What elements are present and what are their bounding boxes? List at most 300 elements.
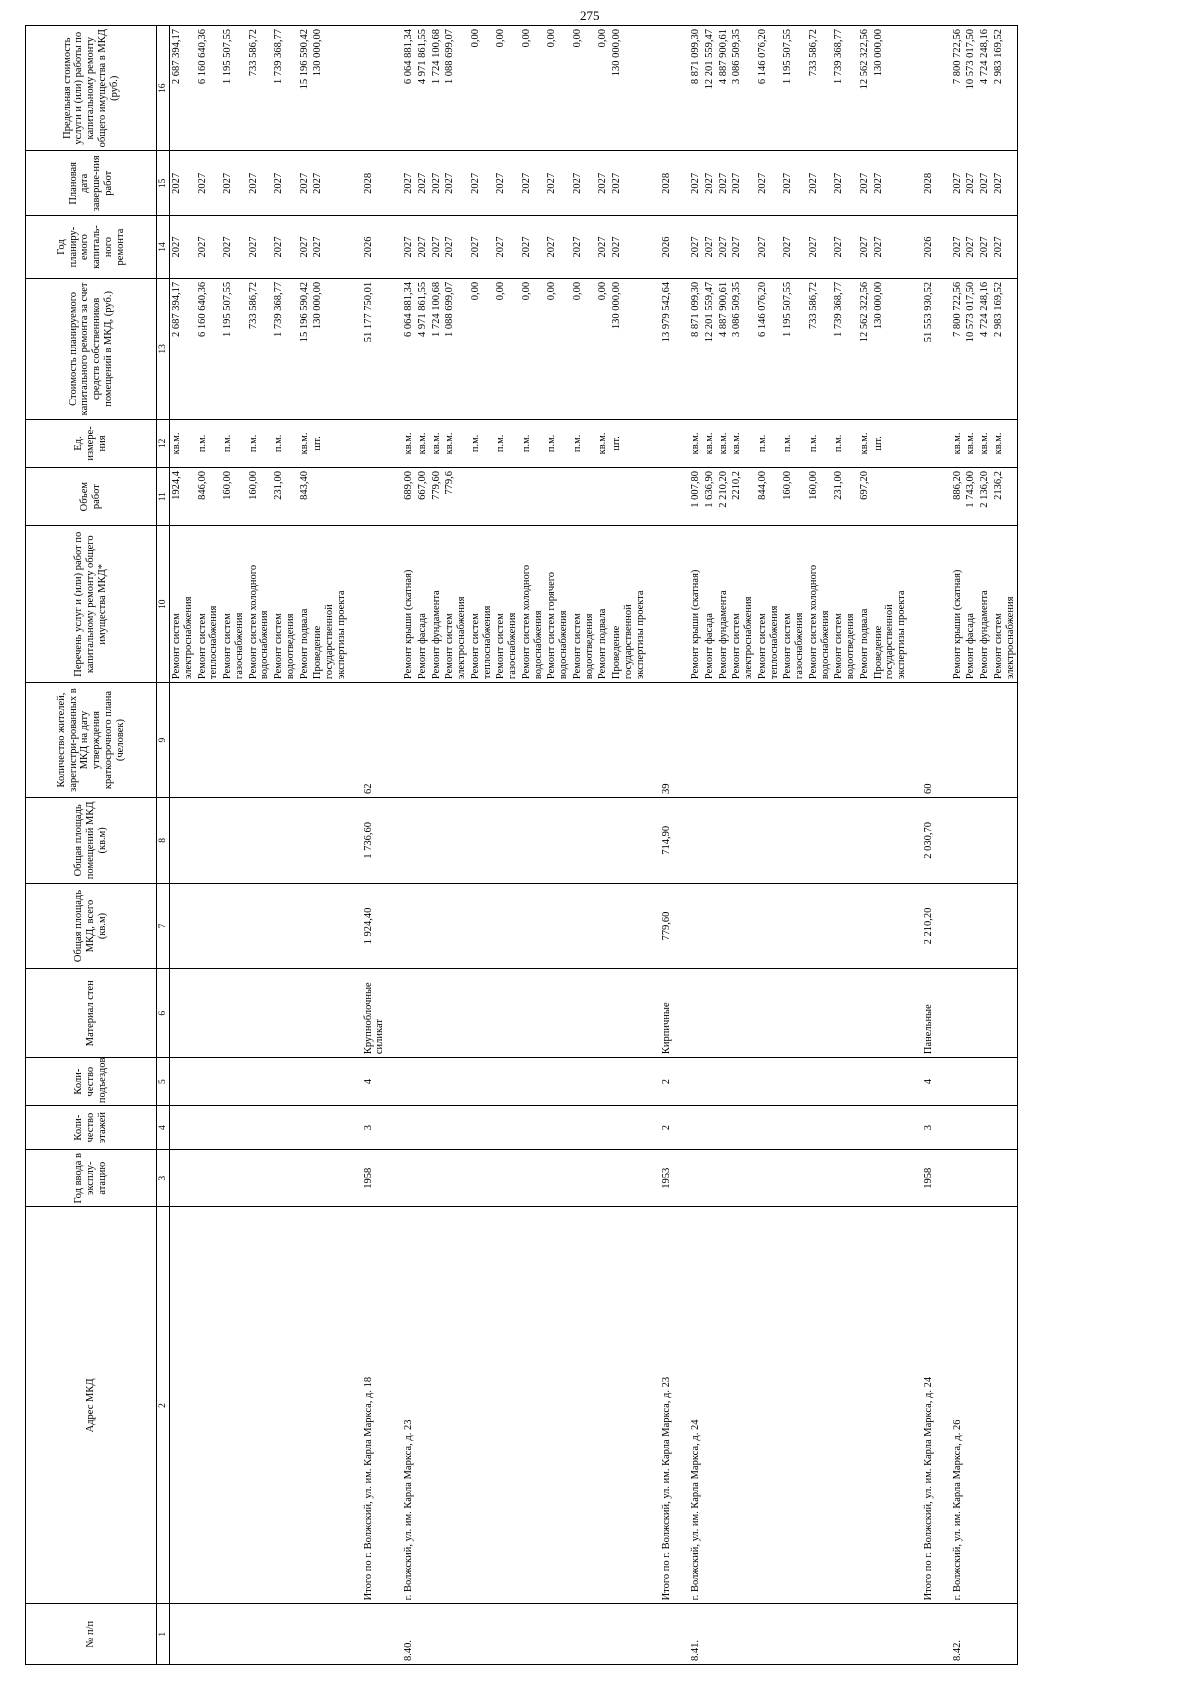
empty-cell: [596, 1150, 610, 1207]
work-volume: 2 210,20: [717, 467, 731, 525]
work-cost: 130 000,00: [872, 278, 909, 419]
work-cost: 0,00: [520, 278, 546, 419]
empty-cell: [311, 798, 348, 884]
work-name: Ремонт систем холодного водоснабжения: [807, 526, 833, 683]
work-year: 2027: [936, 216, 965, 279]
empty-cell: [571, 1106, 597, 1150]
rooms-area: 1 736,60: [349, 798, 388, 884]
work-name: Ремонт систем теплоснабжения: [469, 526, 495, 683]
empty-cell: [571, 1207, 597, 1604]
work-row: [221, 26, 247, 1665]
empty-cell: [349, 419, 388, 467]
empty-cell: [387, 683, 416, 798]
work-end-date: 2027: [964, 151, 978, 216]
empty-cell: [170, 883, 196, 969]
work-limit-cost: 6 146 076,20: [756, 26, 782, 151]
work-cost: 0,00: [545, 278, 571, 419]
empty-cell: [520, 1604, 546, 1665]
column-number: 6: [157, 969, 170, 1058]
work-unit: п.м.: [494, 419, 520, 467]
work-volume: 1 636,90: [703, 467, 717, 525]
empty-cell: [964, 1106, 978, 1150]
empty-cell: [247, 1207, 273, 1604]
address: г. Волжский, ул. им. Карла Маркса, д. 24: [674, 1207, 703, 1604]
empty-cell: [807, 969, 833, 1058]
work-row: [781, 26, 807, 1665]
work-cost: 7 800 722,56: [936, 278, 965, 419]
empty-cell: [858, 1058, 872, 1106]
empty-cell: [247, 798, 273, 884]
work-name: Ремонт систем водоотведения: [571, 526, 597, 683]
column-header: Предельная стоимость услуги и (или) работы по капитальному ремонту общего имущества в МКД (руб.): [26, 26, 157, 151]
empty-cell: [936, 1150, 965, 1207]
empty-cell: [674, 1106, 703, 1150]
empty-cell: [596, 1058, 610, 1106]
work-row: [858, 26, 872, 1665]
column-number: 15: [157, 151, 170, 216]
empty-cell: [647, 467, 674, 525]
empty-cell: [443, 969, 469, 1058]
row-number: 8.41.: [674, 1604, 703, 1665]
empty-cell: [272, 1106, 298, 1150]
empty-cell: [596, 1106, 610, 1150]
empty-cell: [674, 1150, 703, 1207]
work-end-date: 2027: [416, 151, 430, 216]
empty-cell: [416, 1150, 430, 1207]
work-year: 2027: [964, 216, 978, 279]
table-body: [170, 26, 1018, 1665]
empty-cell: [978, 1604, 992, 1665]
work-limit-cost: 10 573 017,50: [964, 26, 978, 151]
work-volume: 231,00: [272, 467, 298, 525]
empty-cell: [170, 1150, 196, 1207]
work-name: Ремонт систем теплоснабжения: [196, 526, 222, 683]
work-end-date: 2027: [387, 151, 416, 216]
empty-cell: [494, 1150, 520, 1207]
work-limit-cost: 0,00: [596, 26, 610, 151]
empty-cell: [610, 969, 647, 1058]
work-name: Ремонт систем электроснабжения: [992, 526, 1018, 683]
empty-cell: [311, 1604, 348, 1665]
empty-cell: [781, 683, 807, 798]
empty-cell: [964, 1604, 978, 1665]
empty-cell: [703, 683, 717, 798]
empty-cell: [221, 1106, 247, 1150]
work-name: Ремонт фундамента: [430, 526, 444, 683]
work-end-date: 2027: [858, 151, 872, 216]
empty-cell: [596, 1207, 610, 1604]
wall-material: Панельные: [909, 969, 936, 1058]
total-cost: 51 553 930,52: [909, 278, 936, 419]
empty-cell: [992, 1106, 1018, 1150]
work-row: [298, 26, 312, 1665]
empty-cell: [647, 26, 674, 151]
empty-cell: [520, 883, 546, 969]
empty-cell: [781, 1207, 807, 1604]
empty-cell: [647, 526, 674, 683]
empty-cell: [978, 683, 992, 798]
empty-cell: [545, 1150, 571, 1207]
empty-cell: [610, 1058, 647, 1106]
work-name: Ремонт систем водоотведения: [272, 526, 298, 683]
work-row: [807, 26, 833, 1665]
empty-cell: [781, 883, 807, 969]
column-number: 12: [157, 419, 170, 467]
work-row: [756, 26, 782, 1665]
work-name: Ремонт систем электроснабжения: [170, 526, 196, 683]
empty-cell: [909, 26, 936, 151]
work-year: 2027: [311, 216, 348, 279]
empty-cell: [272, 798, 298, 884]
empty-cell: [430, 969, 444, 1058]
work-name: Ремонт систем электроснабжения: [730, 526, 756, 683]
work-name: Ремонт систем теплоснабжения: [756, 526, 782, 683]
empty-cell: [703, 969, 717, 1058]
empty-cell: [858, 969, 872, 1058]
empty-cell: [469, 1150, 495, 1207]
empty-cell: [196, 1058, 222, 1106]
work-unit: п.м.: [247, 419, 273, 467]
work-cost: 6 146 076,20: [756, 278, 782, 419]
empty-cell: [674, 683, 703, 798]
empty-cell: [430, 1207, 444, 1604]
residents: 39: [647, 683, 674, 798]
empty-cell: [545, 1058, 571, 1106]
empty-cell: [416, 1207, 430, 1604]
empty-cell: [416, 798, 430, 884]
empty-cell: [387, 1058, 416, 1106]
column-number: 9: [157, 683, 170, 798]
empty-cell: [494, 969, 520, 1058]
empty-cell: [416, 1604, 430, 1665]
work-cost: 4 971 861,55: [416, 278, 430, 419]
work-year: 2027: [872, 216, 909, 279]
work-cost: 130 000,00: [311, 278, 348, 419]
work-limit-cost: 0,00: [571, 26, 597, 151]
work-year: 2027: [730, 216, 756, 279]
work-cost: 1 195 507,55: [221, 278, 247, 419]
empty-cell: [703, 1207, 717, 1604]
column-header: Плановая дата заверше-ния работ: [26, 151, 157, 216]
work-cost: 0,00: [571, 278, 597, 419]
empty-cell: [872, 1106, 909, 1150]
empty-cell: [196, 798, 222, 884]
work-row: [610, 26, 647, 1665]
empty-cell: [717, 1207, 731, 1604]
work-end-date: 2027: [520, 151, 546, 216]
work-row: [443, 26, 469, 1665]
empty-cell: [416, 683, 430, 798]
column-number: 11: [157, 467, 170, 525]
total-row: [349, 26, 388, 1665]
work-end-date: 2027: [469, 151, 495, 216]
work-unit: п.м.: [756, 419, 782, 467]
wall-material: Кирпичные: [647, 969, 674, 1058]
empty-cell: [858, 683, 872, 798]
work-volume: 667,00: [416, 467, 430, 525]
empty-cell: [272, 1604, 298, 1665]
work-cost: 6 064 881,34: [387, 278, 416, 419]
work-limit-cost: 1 195 507,55: [221, 26, 247, 151]
work-unit: кв.м.: [992, 419, 1018, 467]
work-limit-cost: 1 739 368,77: [272, 26, 298, 151]
empty-cell: [858, 1106, 872, 1150]
total-label: Итого по г. Волжский, ул. им. Карла Маркса, д. 18: [349, 1207, 388, 1604]
work-row: [170, 26, 196, 1665]
empty-cell: [494, 1604, 520, 1665]
work-end-date: 2027: [430, 151, 444, 216]
empty-cell: [298, 1207, 312, 1604]
work-year: 2027: [247, 216, 273, 279]
work-end-date: 2027: [571, 151, 597, 216]
empty-cell: [610, 1207, 647, 1604]
empty-cell: [469, 1604, 495, 1665]
work-cost: 12 562 322,56: [858, 278, 872, 419]
empty-cell: [674, 883, 703, 969]
work-end-date: 2027: [872, 151, 909, 216]
empty-cell: [717, 883, 731, 969]
column-header: Перечень услуг и (или) работ по капитальному ремонту общего имущества МКД*: [26, 526, 157, 683]
empty-cell: [964, 969, 978, 1058]
work-row: [247, 26, 273, 1665]
work-year: 2027: [520, 216, 546, 279]
empty-cell: [221, 798, 247, 884]
empty-cell: [832, 683, 858, 798]
work-limit-cost: 0,00: [494, 26, 520, 151]
wall-material: Крупноблочные силикат: [349, 969, 388, 1058]
work-row: [311, 26, 348, 1665]
empty-cell: [730, 883, 756, 969]
empty-cell: [858, 1207, 872, 1604]
empty-cell: [311, 1150, 348, 1207]
empty-cell: [596, 683, 610, 798]
work-volume: 779,60: [430, 467, 444, 525]
empty-cell: [756, 683, 782, 798]
empty-cell: [170, 1604, 196, 1665]
work-row: [272, 26, 298, 1665]
work-volume: [610, 467, 647, 525]
work-end-date: 2027: [596, 151, 610, 216]
empty-cell: [832, 969, 858, 1058]
work-row: [703, 26, 717, 1665]
empty-cell: [247, 1604, 273, 1665]
work-end-date: 2027: [545, 151, 571, 216]
empty-cell: [596, 798, 610, 884]
empty-cell: [311, 1207, 348, 1604]
work-volume: [494, 467, 520, 525]
empty-cell: [858, 1604, 872, 1665]
work-limit-cost: 0,00: [520, 26, 546, 151]
work-volume: 779,6: [443, 467, 469, 525]
empty-cell: [756, 969, 782, 1058]
empty-cell: [170, 1106, 196, 1150]
empty-cell: [781, 1604, 807, 1665]
work-year: 2027: [545, 216, 571, 279]
empty-cell: [964, 883, 978, 969]
empty-cell: [469, 1106, 495, 1150]
work-unit: п.м.: [469, 419, 495, 467]
empty-cell: [674, 969, 703, 1058]
empty-cell: [221, 883, 247, 969]
empty-cell: [520, 1058, 546, 1106]
empty-cell: [992, 1150, 1018, 1207]
empty-cell: [494, 683, 520, 798]
work-year: 2027: [978, 216, 992, 279]
empty-cell: [469, 883, 495, 969]
work-unit: кв.м.: [443, 419, 469, 467]
empty-cell: [221, 1207, 247, 1604]
empty-cell: [730, 969, 756, 1058]
work-limit-cost: 12 201 559,47: [703, 26, 717, 151]
empty-cell: [674, 798, 703, 884]
empty-cell: [430, 683, 444, 798]
empty-cell: [298, 1058, 312, 1106]
residents: 60: [909, 683, 936, 798]
empty-cell: [443, 1150, 469, 1207]
work-end-date: 2027: [730, 151, 756, 216]
plan-year: 2026: [647, 216, 674, 279]
empty-cell: [196, 1604, 222, 1665]
work-end-date: 2027: [781, 151, 807, 216]
column-header: Стоимость планируемого капитального ремонта за счет средств собственников помещений в МКД, (руб.): [26, 278, 157, 419]
work-row: [469, 26, 495, 1665]
column-number: 5: [157, 1058, 170, 1106]
total-cost: 13 979 542,64: [647, 278, 674, 419]
work-unit: п.м.: [520, 419, 546, 467]
empty-cell: [311, 969, 348, 1058]
work-end-date: 2027: [443, 151, 469, 216]
work-cost: 10 573 017,50: [964, 278, 978, 419]
work-volume: 1924,4: [170, 467, 196, 525]
empty-cell: [756, 1207, 782, 1604]
empty-cell: [936, 969, 965, 1058]
work-name: Ремонт систем газоснабжения: [221, 526, 247, 683]
work-end-date: 2027: [674, 151, 703, 216]
address: г. Волжский, ул. им. Карла Маркса, д. 26: [936, 1207, 965, 1604]
work-year: 2027: [298, 216, 312, 279]
floors: 3: [349, 1106, 388, 1150]
work-year: 2027: [196, 216, 222, 279]
empty-cell: [170, 798, 196, 884]
empty-cell: [909, 467, 936, 525]
column-number: 10: [157, 526, 170, 683]
work-cost: 2 983 169,52: [992, 278, 1018, 419]
work-volume: 843,40: [298, 467, 312, 525]
empty-cell: [992, 1604, 1018, 1665]
empty-cell: [992, 1207, 1018, 1604]
plan-end-date: 2028: [647, 151, 674, 216]
work-limit-cost: 12 562 322,56: [858, 26, 872, 151]
empty-cell: [247, 683, 273, 798]
empty-cell: [272, 969, 298, 1058]
work-name: Ремонт фундамента: [717, 526, 731, 683]
empty-cell: [964, 1058, 978, 1106]
empty-cell: [247, 1150, 273, 1207]
empty-cell: [978, 1106, 992, 1150]
work-year: 2027: [221, 216, 247, 279]
work-unit: шт.: [610, 419, 647, 467]
work-row: [730, 26, 756, 1665]
work-limit-cost: 1 724 100,68: [430, 26, 444, 151]
empty-cell: [730, 1106, 756, 1150]
empty-cell: [909, 526, 936, 683]
work-name: Ремонт систем холодного водоснабжения: [247, 526, 273, 683]
work-cost: 130 000,00: [610, 278, 647, 419]
empty-cell: [610, 883, 647, 969]
work-year: 2027: [387, 216, 416, 279]
empty-cell: [717, 683, 731, 798]
entrances: 4: [909, 1058, 936, 1106]
total-row: [647, 26, 674, 1665]
empty-cell: [596, 883, 610, 969]
work-row: [545, 26, 571, 1665]
empty-cell: [272, 1058, 298, 1106]
work-cost: 1 724 100,68: [430, 278, 444, 419]
work-year: 2027: [992, 216, 1018, 279]
work-cost: 4 724 248,16: [978, 278, 992, 419]
column-header: Год ввода в эксплу-атацию: [26, 1150, 157, 1207]
work-name: Ремонт подвала: [298, 526, 312, 683]
empty-cell: [311, 683, 348, 798]
work-row: [717, 26, 731, 1665]
empty-cell: [221, 969, 247, 1058]
work-end-date: 2027: [610, 151, 647, 216]
empty-cell: [730, 1150, 756, 1207]
empty-cell: [781, 969, 807, 1058]
work-cost: 4 887 900,61: [717, 278, 731, 419]
empty-cell: [311, 1058, 348, 1106]
work-year: 2027: [832, 216, 858, 279]
empty-cell: [349, 26, 388, 151]
work-limit-cost: 2 687 394,17: [170, 26, 196, 151]
work-unit: кв.м.: [430, 419, 444, 467]
empty-cell: [674, 1058, 703, 1106]
empty-cell: [247, 969, 273, 1058]
work-unit: кв.м.: [416, 419, 430, 467]
column-header: № п/п: [26, 1604, 157, 1665]
work-unit: п.м.: [196, 419, 222, 467]
empty-cell: [387, 798, 416, 884]
empty-cell: [832, 1207, 858, 1604]
empty-cell: [730, 798, 756, 884]
work-limit-cost: 0,00: [545, 26, 571, 151]
work-unit: кв.м.: [298, 419, 312, 467]
empty-cell: [807, 1106, 833, 1150]
column-number: 8: [157, 798, 170, 884]
work-end-date: 2027: [170, 151, 196, 216]
empty-cell: [349, 526, 388, 683]
empty-cell: [703, 798, 717, 884]
empty-cell: [756, 1604, 782, 1665]
work-row: [416, 26, 430, 1665]
empty-cell: [221, 1604, 247, 1665]
empty-cell: [443, 883, 469, 969]
empty-cell: [781, 798, 807, 884]
work-name: Ремонт систем электроснабжения: [443, 526, 469, 683]
empty-cell: [416, 883, 430, 969]
empty-cell: [978, 1207, 992, 1604]
work-volume: 160,00: [781, 467, 807, 525]
empty-cell: [992, 1058, 1018, 1106]
empty-cell: [978, 798, 992, 884]
work-limit-cost: 7 800 722,56: [936, 26, 965, 151]
empty-cell: [936, 1106, 965, 1150]
empty-cell: [469, 798, 495, 884]
work-row: [494, 26, 520, 1665]
work-year: 2027: [416, 216, 430, 279]
work-unit: п.м.: [272, 419, 298, 467]
empty-cell: [610, 798, 647, 884]
